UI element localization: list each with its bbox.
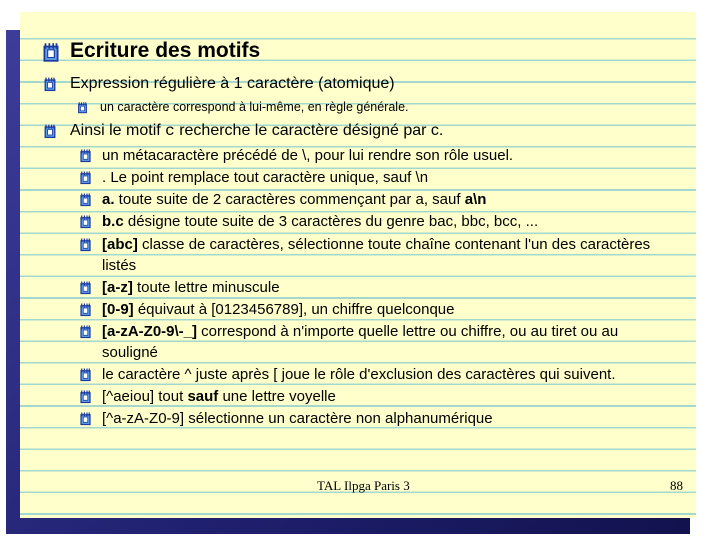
footer-text: TAL Ilpga Paris 3: [317, 478, 410, 493]
text-run: c: [165, 122, 175, 140]
text-run: correspond à n'importe quelle lettre ou chiffre, ou au tiret ou au: [197, 323, 619, 340]
text-run: désigne toute suite de 3 caractères du genre bac, bbc, bcc, ...: [123, 213, 539, 230]
list-item-text: [70, 122, 443, 140]
notepad-bullet-icon: [78, 302, 93, 317]
text-run: le caractère ^ juste après [ joue le rôle d'exclusion des caractères qui suivent.: [102, 366, 616, 383]
text-run: [a-zA-Z0-9\-_]: [102, 323, 198, 340]
text-run: [a-z]: [102, 279, 133, 296]
notepad-bullet-icon: [42, 76, 58, 92]
text-run: [^a-zA-Z0-9] sélectionne un caractère non alphanumérique: [102, 410, 493, 427]
notepad-bullet-icon: [78, 324, 93, 339]
text-run: [0-9]: [102, 301, 134, 318]
list-item-text: [102, 169, 428, 186]
page-number: 88: [670, 478, 683, 493]
notepad-bullet-icon: [42, 123, 58, 139]
list-item-text: [102, 323, 618, 340]
notepad-bullet-icon: [76, 101, 89, 114]
text-run: [abc]: [102, 236, 138, 253]
text-run: toute suite de 2 caractères commençant par a, sauf: [114, 191, 465, 208]
notepad-bullet-icon: [78, 214, 93, 229]
text-run: équivaut à [0123456789], un chiffre quelconque: [133, 301, 455, 318]
notepad-bullet-icon: [78, 367, 93, 382]
text-run: b.c: [102, 213, 124, 230]
text-run: un caractère correspond à lui-même, en règle générale.: [100, 100, 409, 114]
list-item-text: [102, 236, 650, 253]
text-run: recherche le caractère désigné par c.: [174, 122, 444, 139]
text-run: toute lettre minuscule: [132, 279, 280, 296]
list-item-text: [70, 75, 395, 93]
slide-title: Ecriture des motifs: [70, 39, 261, 62]
notepad-bullet-icon: [78, 148, 93, 163]
notepad-bullet-icon: [40, 41, 62, 63]
list-item-continuation: souligné: [102, 344, 158, 361]
notepad-bullet-icon: [78, 237, 93, 252]
notepad-bullet-icon: [78, 389, 93, 404]
list-item-text: [102, 366, 616, 383]
notepad-bullet-icon: [78, 411, 93, 426]
text-run: Expression régulière à 1 caractère (atomique): [70, 75, 395, 92]
list-item-text: [102, 191, 486, 208]
text-run: [^aeiou] tout: [102, 388, 188, 405]
notepad-bullet-icon: [78, 280, 93, 295]
list-item-text: [102, 410, 493, 427]
text-run: classe de caractères, sélectionne toute chaîne contenant l'un des caractères: [137, 236, 651, 253]
list-item-text: [102, 388, 336, 405]
text-run: a.: [102, 191, 115, 208]
text-run: Ainsi le motif: [70, 122, 166, 139]
list-item-text: [102, 213, 538, 230]
text-run: sauf: [187, 388, 219, 405]
list-item-text: [102, 147, 513, 164]
notepad-bullet-icon: [78, 192, 93, 207]
list-item-text: [102, 301, 455, 318]
text-run: une lettre voyelle: [218, 388, 336, 405]
text-run: . Le point remplace tout caractère unique, sauf \n: [102, 169, 429, 186]
list-item-text: [100, 100, 409, 114]
text-run: un métacaractère précédé de \, pour lui rendre son rôle usuel.: [102, 147, 514, 164]
list-item-text: [102, 279, 280, 296]
text-run: a\n: [464, 191, 487, 208]
slide-paper: [20, 12, 696, 518]
list-item-continuation: listés: [102, 257, 137, 274]
notepad-bullet-icon: [78, 170, 93, 185]
